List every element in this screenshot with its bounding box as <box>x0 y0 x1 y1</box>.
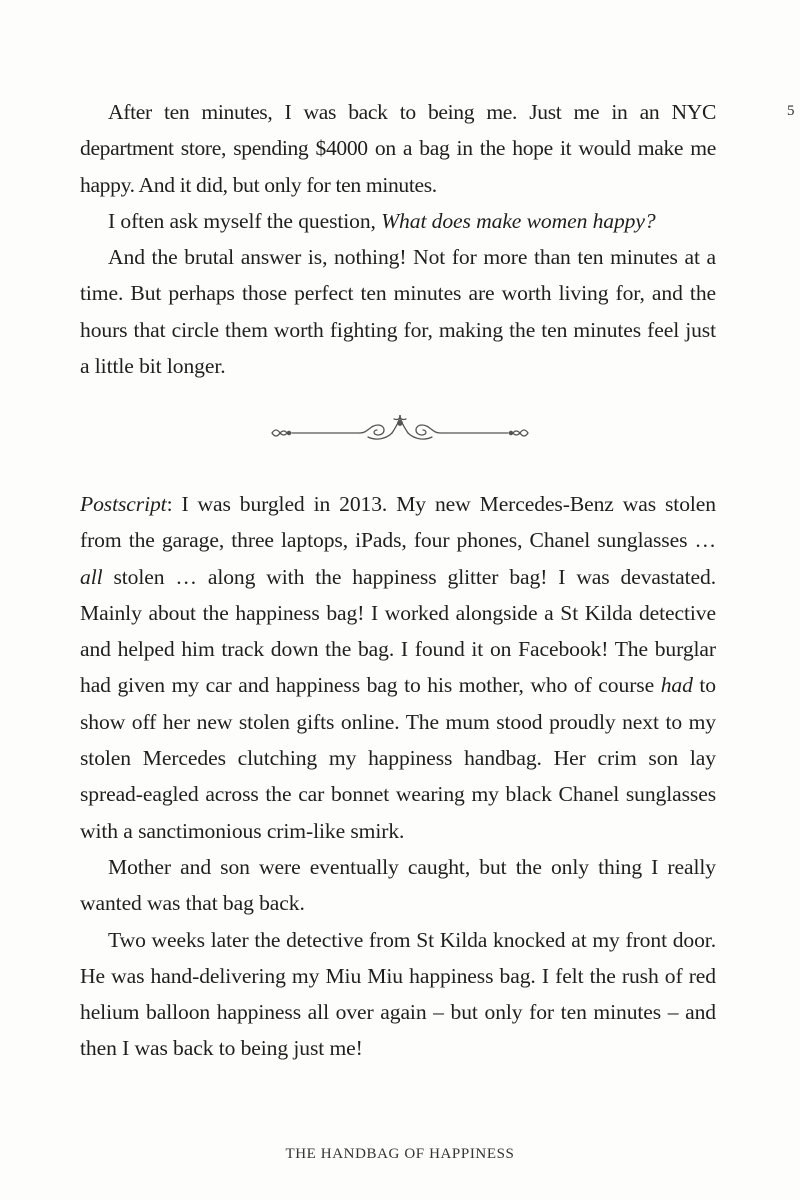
italic-word: all <box>80 564 103 589</box>
italic-question: What does make women happy? <box>381 208 656 233</box>
italic-label: Postscript <box>80 492 167 516</box>
paragraph-text: : I was burgled in 2013. My new Mercedes-Benz was stolen from the garage, three laptops, iPads, four phones, Chanel sunglasses … <box>80 492 716 553</box>
paragraph: And the brutal answer is, nothing! Not for more than ten minutes at a time. But perhaps those perfect ten minutes are worth living for, and the hours that circle them worth fighting for, making the ten minutes feel just a little bit longer. <box>80 245 716 379</box>
scroll-divider-icon <box>268 411 532 451</box>
italic-word: had <box>660 673 693 698</box>
paragraph: Two weeks later the detective from St Kilda knocked at my front door. He was hand-delivering my Miu Miu happiness bag. I felt the rush of red helium balloon happiness all over again – but only for ten minutes – and then I was back to being just me! <box>80 927 716 1061</box>
paragraph <box>80 486 716 849</box>
paragraph: After ten minutes, I was back to being me. Just me in an NYC department store, spending $4000 on a bag in the hope it would make me happy. And it did, but only for ten minutes. <box>80 100 716 197</box>
paragraph: Mother and son were eventually caught, but the only thing I really wanted was that bag back. <box>80 854 716 916</box>
running-footer: THE HANDBAG OF HAPPINESS <box>285 1146 515 1162</box>
paragraph-text: stolen … along with the happiness glitter bag! I was devastated. Mainly about the happiness bag! I worked alongside a St Kilda detective and helped him track down the bag. I found it on Facebook! The burglar had given my car and happiness bag to his mother, who of course <box>80 564 716 698</box>
text-section-two <box>80 486 716 1067</box>
paragraph-text: to show off her new stolen gifts online. The mum stood proudly next to my stolen Mercedes clutching my happiness handbag. Her crim son lay spread-eagled across the car bonnet wearing my black Chanel sunglasses with a sanctimonious crim-like smirk. <box>80 673 716 843</box>
paragraph-text: I often ask myself the question, <box>108 208 382 233</box>
page-number: 5 <box>787 103 795 119</box>
text-section-one <box>80 94 716 384</box>
paragraph <box>80 203 716 239</box>
